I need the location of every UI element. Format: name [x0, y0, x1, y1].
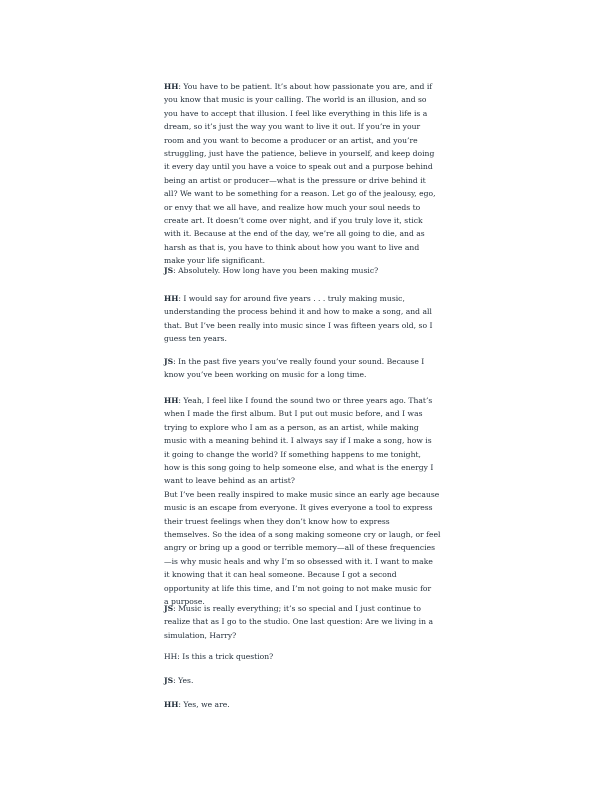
line-text: : Is this a trick question? — [177, 652, 274, 661]
transcript-line — [164, 501, 440, 514]
line-text: : Yes. — [173, 676, 194, 685]
line-text: know you’ve been working on music for a long time. — [164, 370, 367, 380]
speaker-initials: JS — [164, 604, 174, 613]
line-text: create art. It doesn’t come over night, and if you truly love it, stick — [164, 216, 423, 226]
transcript-line — [164, 292, 433, 305]
line-text: it going to change the world? If something happens to me tonight, — [164, 449, 421, 459]
line-text: it knowing that it can heal someone. Because I got a second — [164, 570, 397, 580]
transcript-line — [164, 80, 436, 93]
line-text: dream, so it’s just the way you want to live it out. If you’re in your — [164, 122, 421, 132]
transcript-line — [164, 461, 440, 474]
transcript-line — [164, 394, 440, 407]
transcript-paragraph — [164, 292, 433, 346]
transcript-line — [164, 602, 433, 615]
line-text: opportunity at life this time, and I’m not going to not make music for — [164, 583, 432, 593]
line-text: : You have to be patient. It’s about how passionate you are, and if — [178, 82, 433, 91]
transcript-paragraph — [164, 355, 424, 382]
line-text: angry or bring up a good or terrible memory—all of these frequencies — [164, 543, 436, 553]
speaker-initials: HH — [164, 652, 178, 661]
line-text: a purpose. — [164, 597, 205, 607]
line-text: themselves. So the idea of a song making someone cry or laugh, or feel — [164, 530, 441, 540]
line-text: you have to accept that illusion. I feel like everything in this life is a — [164, 108, 428, 118]
line-text: —is why music heals and why I’m so obsessed with it. I want to make — [164, 556, 433, 566]
transcript-line — [164, 488, 440, 501]
line-text: realize that as I go to the studio. One last question: Are we living in a — [164, 617, 434, 627]
line-text: simulation, Harry? — [164, 630, 237, 640]
speaker-initials: HH — [164, 82, 179, 91]
transcript-paragraph — [164, 80, 436, 268]
transcript-line — [164, 120, 436, 133]
transcript-line — [164, 368, 424, 381]
transcript-line — [164, 615, 433, 628]
line-text: room and you want to become a producer or an artist, and you’re — [164, 135, 418, 145]
transcript-line — [164, 582, 440, 595]
line-text: music with a meaning behind it. I always say if I make a song, how is — [164, 436, 432, 446]
transcript-line — [164, 134, 436, 147]
speaker-initials: JS — [164, 676, 174, 685]
transcript-line — [164, 305, 433, 318]
line-text: that. But I’ve been really into music since I was fifteen years old, so I — [164, 320, 433, 330]
line-text: : In the past five years you’ve really found your sound. Because I — [173, 357, 425, 366]
line-text: all? We want to be something for a reason. Let go of the jealousy, ego, — [164, 189, 436, 199]
line-text: it every day until you have a voice to speak out and a purpose behind — [164, 162, 433, 172]
transcript-line — [164, 421, 440, 434]
speaker-initials: HH — [164, 294, 179, 303]
line-text: : Absolutely. How long have you been making music? — [173, 266, 379, 275]
line-text: or envy that we all have, and realize how much your soul needs to — [164, 202, 421, 212]
speaker-initials: JS — [164, 357, 174, 366]
speaker-initials: JS — [164, 266, 174, 275]
line-text: harsh as that is, you have to think about how you want to live and — [164, 242, 420, 252]
transcript-line — [164, 541, 440, 554]
transcript-line — [164, 174, 436, 187]
transcript-line — [164, 332, 433, 345]
line-text: : Yes, we are. — [178, 700, 230, 709]
transcript-line — [164, 147, 436, 160]
transcript-paragraph — [164, 650, 273, 663]
transcript-line — [164, 241, 436, 254]
transcript-line — [164, 698, 230, 711]
transcript-line — [164, 93, 436, 106]
line-text: : Yeah, I feel like I found the sound two or three years ago. That’s — [178, 396, 433, 405]
transcript-paragraph — [164, 698, 230, 711]
line-text: understanding the process behind it and how to make a song, and all — [164, 307, 432, 317]
transcript-line — [164, 515, 440, 528]
line-text: when I made the first album. But I put out music before, and I was — [164, 409, 423, 419]
speaker-initials: HH — [164, 396, 179, 405]
line-text: : I would say for around five years . . . truly making music, — [178, 294, 405, 303]
transcript-line — [164, 528, 440, 541]
line-text: But I’ve been really inspired to make music since an early age because — [164, 489, 440, 499]
line-text: how is this song going to help someone else, and what is the energy I — [164, 463, 434, 473]
transcript-line — [164, 650, 273, 663]
transcript-line — [164, 555, 440, 568]
line-text: : Music is really everything; it’s so special and I just continue to — [173, 604, 421, 613]
line-text: want to leave behind as an artist? — [164, 476, 295, 486]
transcript-line — [164, 227, 436, 240]
line-text: struggling, just have the patience, believe in yourself, and keep doing — [164, 149, 435, 159]
transcript-line — [164, 434, 440, 447]
transcript-line — [164, 187, 436, 200]
transcript-line — [164, 474, 440, 487]
line-text: with it. Because at the end of the day, we’re all going to die, and as — [164, 229, 425, 239]
speaker-initials: HH — [164, 700, 179, 709]
transcript-line — [164, 568, 440, 581]
line-text: guess ten years. — [164, 334, 227, 344]
transcript-line — [164, 160, 436, 173]
transcript-paragraph — [164, 674, 193, 687]
transcript-paragraph — [164, 264, 378, 277]
transcript-line — [164, 264, 378, 277]
transcript-paragraph — [164, 394, 440, 609]
transcript-line — [164, 107, 436, 120]
line-text: trying to explore who I am as a person, as an artist, while making — [164, 422, 419, 432]
transcript-line — [164, 629, 433, 642]
transcript-line — [164, 355, 424, 368]
transcript-line — [164, 201, 436, 214]
transcript-line — [164, 674, 193, 687]
transcript-paragraph — [164, 602, 433, 642]
line-text: make your life significant. — [164, 256, 266, 266]
line-text: being an artist or producer—what is the pressure or drive behind it — [164, 175, 426, 185]
transcript-line — [164, 448, 440, 461]
transcript-line — [164, 214, 436, 227]
line-text: you know that music is your calling. The world is an illusion, and so — [164, 95, 427, 105]
line-text: music is an escape from everyone. It gives everyone a tool to express — [164, 503, 433, 513]
line-text: their truest feelings when they don’t know how to express — [164, 516, 390, 526]
transcript-line — [164, 319, 433, 332]
transcript-line — [164, 407, 440, 420]
